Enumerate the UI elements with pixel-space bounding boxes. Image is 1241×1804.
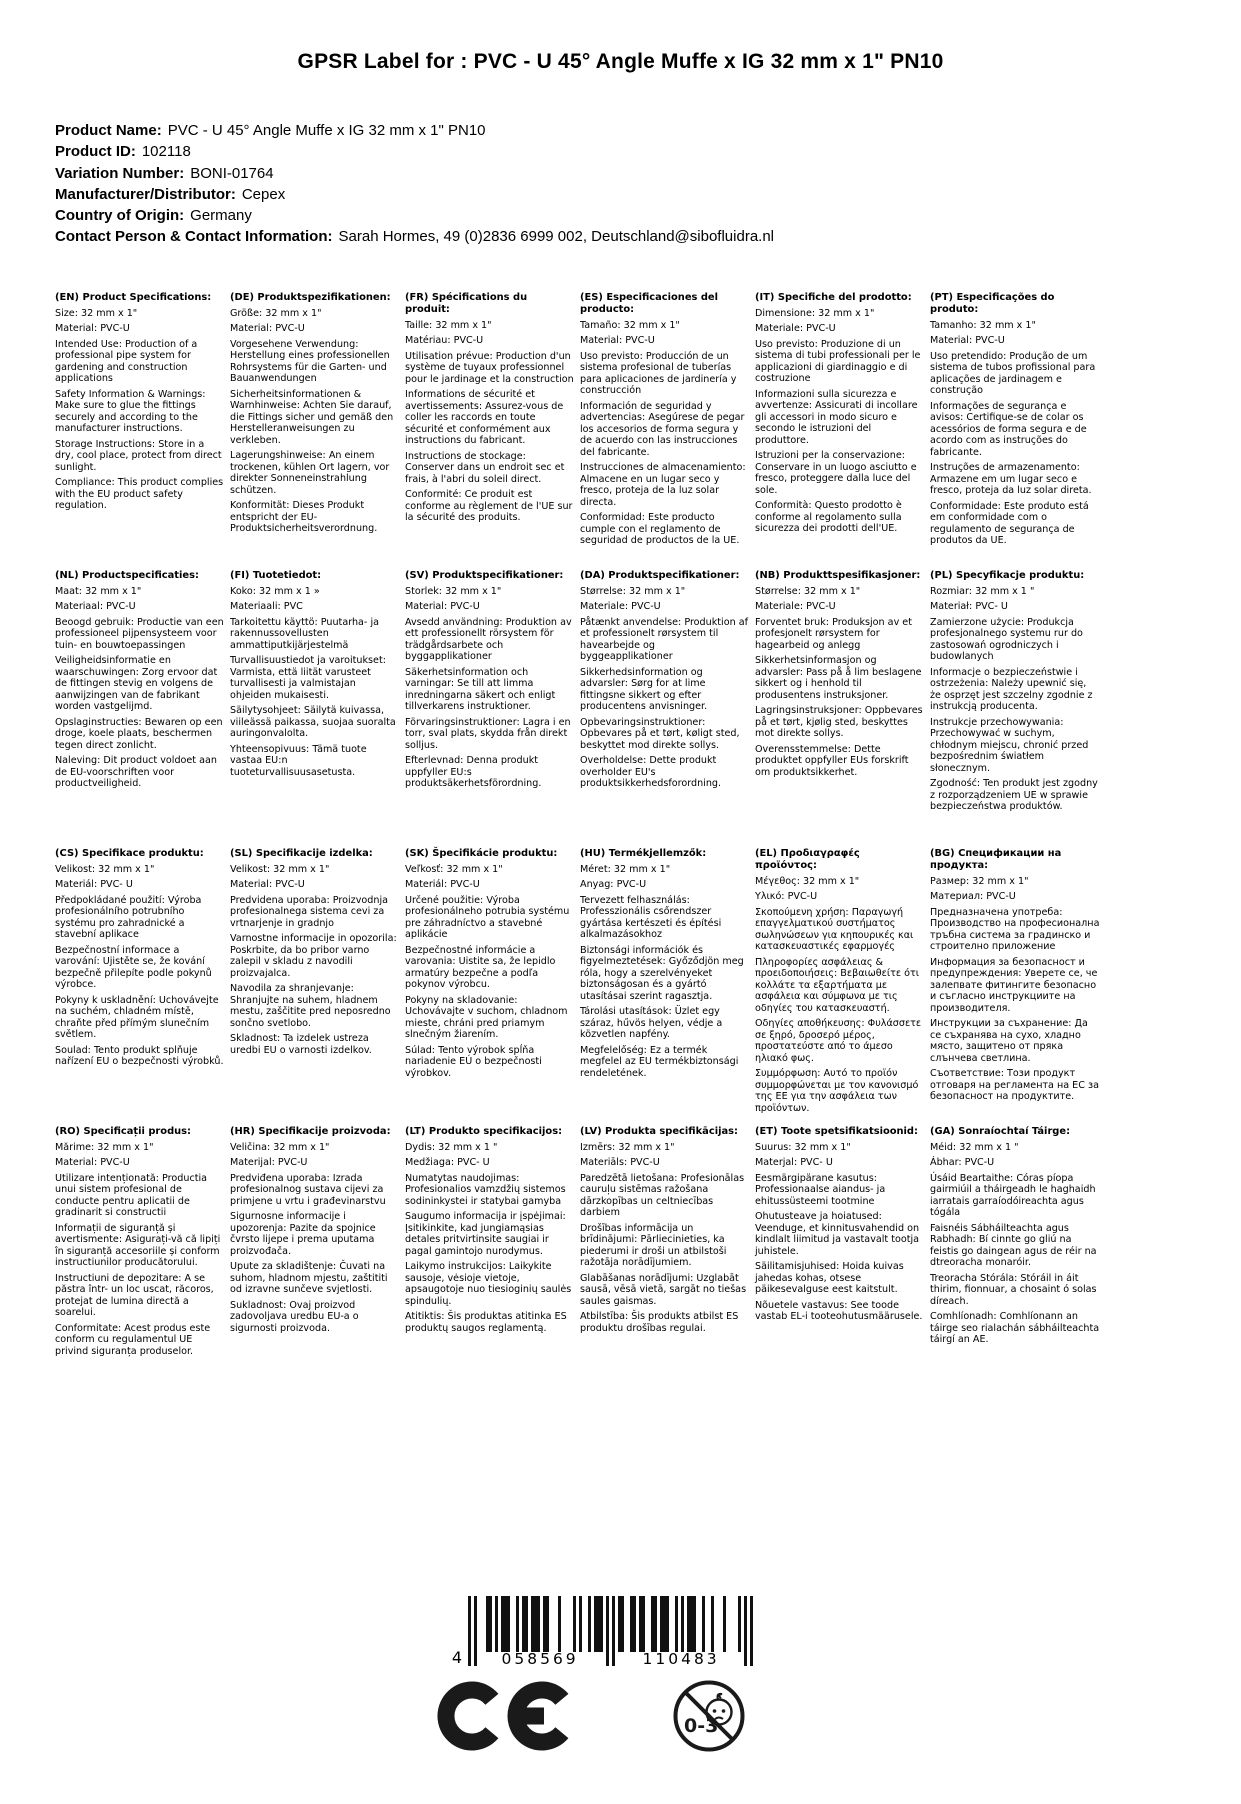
spec-paragraph: Säilytysohjeet: Säilytä kuivassa, viileässä paikassa, suojaa suoralta auringonvalolta.	[230, 705, 396, 740]
spec-paragraph: Veľkosť: 32 mm x 1"	[405, 863, 503, 875]
spec-paragraph: Materiał: PVC- U	[930, 601, 1008, 613]
spec-paragraph: Materiale: PVC-U	[580, 601, 661, 613]
compliance-icons	[436, 1679, 746, 1753]
spec-paragraph: Informazioni sulla sicurezza e avvertenze: Assicurati di incollare gli accessori in modo sicuro e secondo le istruzioni del produttore.	[755, 388, 918, 446]
spec-paragraph: Predvidena uporaba: Proizvodnja profesionalnega sistema cevi za vrtnarjenje in gradnjo	[230, 894, 388, 929]
spec-paragraph: Konformität: Dieses Produkt entspricht der EU-Produktsicherheitsverordnung.	[230, 500, 378, 535]
spec-paragraph: Skladnost: Ta izdelek ustreza uredbi EU o varnosti izdelkov.	[230, 1033, 372, 1056]
spec-paragraph: Koko: 32 mm x 1 »	[230, 585, 320, 597]
spec-paragraph: Pokyny na skladovanie: Uchovávajte v suchom, chladnom mieste, chráni pred priamym slnečným žiarením.	[405, 994, 568, 1041]
product-info-row	[55, 226, 1241, 247]
spec-paragraph: Compliance: This product complies with the EU product safety regulation.	[55, 477, 224, 512]
spec-block-title: (FR) Spécifications du produit:	[405, 291, 528, 315]
spec-paragraph: Opbevaringsinstruktioner: Opbevares på et tørt, køligt sted, beskyttet mod direkte sollys.	[580, 716, 740, 751]
spec-paragraph: Instrukcje przechowywania: Przechowywać w suchym, chłodnym miejscu, chronić przed bezpośrednim światłem słonecznym.	[930, 716, 1089, 774]
spec-paragraph: Faisnéis Sábháilteachta agus Rabhadh: Bí cinnte go gliú na feistis go daingean agus de réir na dtreoracha monaróir.	[930, 1222, 1097, 1269]
spec-paragraph: Medžiaga: PVC- U	[405, 1157, 490, 1169]
spec-paragraph: Material: PVC-U	[930, 335, 1005, 347]
spec-paragraph: Overensstemmelse: Dette produktet oppfyller EUs forskrift om produktsikkerhet.	[755, 743, 909, 778]
spec-block	[405, 570, 575, 848]
product-info-row	[55, 163, 1241, 184]
barcode-left-digits: 058569	[501, 1649, 579, 1668]
spec-paragraph: Úsáid Beartaithe: Córas píopa gairmiúil a tháirgeadh le haghaidh iarratais garraíodóireachta agus tógála	[930, 1172, 1096, 1219]
product-info	[55, 120, 1241, 248]
spec-paragraph: Atitiktis: Šis produktas atitinka ES produktų saugos reglamentą.	[405, 1311, 567, 1334]
manufacturer-label: Manufacturer/Distributor:	[55, 185, 236, 203]
spec-paragraph: Taille: 32 mm x 1"	[405, 319, 492, 331]
spec-block	[755, 570, 925, 848]
spec-paragraph: Bezpečnostní informace a varování: Ujistěte se, že kování bezpečně přilepíte podle pokynů výrobce.	[55, 944, 212, 991]
spec-paragraph: Glabāšanas norādījumi: Uzglabāt sausā, vēsā vietā, sargāt no tiešas saules gaismas.	[580, 1272, 747, 1307]
spec-block	[930, 292, 1100, 570]
spec-paragraph: Sikkerhedsinformation og advarsler: Sørg for at lime fittingsne sikkert og efter producentens anvisninger.	[580, 666, 708, 713]
spec-paragraph: Vorgesehene Verwendung: Herstellung eines professionellen Rohrsystems für die Garten- und Bauanwendungen	[230, 338, 390, 385]
spec-paragraph: Tamanho: 32 mm x 1"	[930, 319, 1036, 331]
spec-paragraph: Conformitate: Acest produs este conform cu regulamentul UE privind siguranța produselor.	[55, 1322, 211, 1357]
spec-paragraph: Megfelelőség: Ez a termék megfelel az EU termékbiztonsági rendeletének.	[580, 1044, 739, 1079]
spec-block	[405, 1126, 575, 1404]
ce-mark-icon	[436, 1680, 576, 1752]
spec-block-title: (SK) Špecifikácie produktu:	[405, 847, 558, 859]
spec-paragraph: Съответствие: Този продукт отговаря на регламента на ЕС за безопасност на продуктите.	[930, 1068, 1099, 1103]
spec-paragraph: Suurus: 32 mm x 1"	[755, 1141, 851, 1153]
spec-paragraph: Paredzētā lietošana: Profesionālas cauruļu sistēmas ražošana dārzkopības un celtniecības darbiem	[580, 1172, 745, 1219]
spec-paragraph: Utilisation prévue: Production d'un système de tuyaux professionnel pour le jardinage et la construction	[405, 350, 574, 385]
spec-paragraph: Förvaringsinstruktioner: Lagra i en torr, sval plats, skydda från direkt solljus.	[405, 716, 571, 751]
spec-paragraph: Istruzioni per la conservazione: Conservare in un luogo asciutto e fresco, proteggere dalla luce del sole.	[755, 450, 917, 496]
spec-paragraph: Anyag: PVC-U	[580, 879, 647, 891]
variation-number-value: BONI-01764	[190, 164, 274, 182]
spec-paragraph: Sicherheitsinformationen & Warnhinweise: Achten Sie darauf, die Fittings sicher und gemäß den Herstelleranweisungen zu verkleben.	[230, 388, 394, 446]
spec-paragraph: Mărime: 32 mm x 1"	[55, 1141, 154, 1153]
manufacturer-value: Cepex	[241, 185, 286, 203]
spec-paragraph: Dydis: 32 mm x 1 "	[405, 1141, 498, 1153]
spec-block-title: (GA) Sonraíochtaí Táirge:	[930, 1125, 1071, 1137]
spec-block-title: (RO) Specificații produs:	[55, 1125, 191, 1137]
spec-paragraph: Materiāls: PVC-U	[580, 1157, 660, 1169]
spec-block-title: (EN) Product Specifications:	[55, 291, 212, 303]
spec-paragraph: Yhteensopivuus: Tämä tuote vastaa EU:n tuoteturvallisuusasetusta.	[230, 743, 367, 778]
spec-paragraph: Материал: PVC-U	[930, 891, 1016, 903]
spec-paragraph: Conformité: Ce produit est conforme au règlement de l'UE sur la sécurité des produits.	[405, 489, 573, 524]
spec-block-title: (FI) Tuotetiedot:	[230, 569, 322, 581]
spec-block-title: (EL) Προδιαγραφές προϊόντος:	[755, 847, 860, 871]
spec-paragraph: Zamierzone użycie: Produkcja profesjonalnego systemu rur do zastosowań ogrodniczych i budowlanych	[930, 616, 1083, 663]
spec-paragraph: Materiál: PVC-U	[405, 879, 480, 891]
spec-paragraph: Informacje o bezpieczeństwie i ostrzeżenia: Należy upewnić się, że osprzęt jest szczelny zgodnie z instrukcją producenta.	[930, 666, 1093, 713]
spec-paragraph: Izmērs: 32 mm x 1"	[580, 1141, 675, 1153]
spec-paragraph: Soulad: Tento produkt splňuje nařízení EU o bezpečnosti výrobků.	[55, 1044, 224, 1068]
spec-paragraph: Treoracha Stórála: Stóráil in áit thirim, fionnuar, a chosaint ó solas díreach.	[930, 1272, 1097, 1307]
spec-block-title: (PL) Specyfikacje produktu:	[930, 569, 1085, 581]
spec-paragraph: Πληροφορίες ασφάλειας & προειδοποιήσεις: Βεβαιωθείτε ότι κολλάτε τα εξαρτήματα με ασφάλεια και σύμφωνα με τις οδηγίες του κατασκευαστή.	[755, 956, 920, 1014]
spec-paragraph: Velikost: 32 mm x 1"	[230, 863, 330, 875]
spec-paragraph: Pokyny k uskladnění: Uchovávejte na suchém, chladném místě, chraňte před přímým slunečním světlem.	[55, 994, 219, 1041]
spec-block	[55, 1126, 225, 1404]
spec-block-title: (HU) Termékjellemzők:	[580, 847, 707, 859]
spec-paragraph: Размер: 32 mm x 1"	[930, 875, 1029, 887]
spec-block-title: (LT) Produkto specifikacijos:	[405, 1125, 563, 1137]
spec-paragraph: Uso previsto: Producción de un sistema profesional de tuberías para aplicaciones de jardinería y construcción	[580, 350, 737, 397]
product-name-value: PVC - U 45° Angle Muffe x IG 32 mm x 1" PN10	[167, 122, 486, 139]
spec-paragraph: Avsedd användning: Produktion av ett professionellt rörsystem för trädgårdsarbete och byggapplikationer	[405, 616, 572, 663]
spec-block	[930, 1126, 1100, 1404]
age-warning-0-3-icon	[672, 1679, 746, 1753]
spec-block	[755, 848, 925, 1126]
spec-paragraph: Numatytas naudojimas: Profesionalios vamzdžių sistemos sodininkystei ir statybai gamyba	[405, 1172, 566, 1207]
spec-block	[580, 570, 750, 848]
spec-paragraph: Opslaginstructies: Bewaren op een droge, koele plaats, beschermen tegen direct zonlicht.	[55, 716, 223, 751]
spec-block	[930, 570, 1100, 848]
spec-paragraph: Súlad: Tento výrobok spĺňa nariadenie EÚ o bezpečnosti výrobkov.	[405, 1044, 542, 1079]
product-id-label: Product ID:	[55, 143, 136, 161]
spec-paragraph: Sukladnost: Ovaj proizvod zadovoljava uredbu EU-a o sigurnosti proizvoda.	[230, 1299, 359, 1334]
spec-block	[580, 292, 750, 570]
product-info-row	[55, 205, 1241, 226]
spec-paragraph: Zgodność: Ten produkt jest zgodny z rozporządzeniem UE w sprawie bezpieczeństwa produktów.	[930, 778, 1098, 813]
ean13-barcode	[452, 1596, 753, 1667]
spec-paragraph: Lagerungshinweise: An einem trockenen, kühlen Ort lagern, vor direkter Sonneneinstrahlung schützen.	[230, 450, 390, 496]
spec-paragraph: Informații de siguranță și avertismente: Asigurați-vă că lipiți în siguranță accesoriile și conform instructiunilor producătorului.	[55, 1222, 221, 1269]
spec-block	[580, 1126, 750, 1404]
spec-paragraph: Saugumo informacija ir įspėjimai: Įsitikinkite, kad jungiamąsias detales pritvirtinsite saugiai ir pagal gamintojo nurodymus.	[405, 1211, 566, 1257]
spec-block	[755, 292, 925, 570]
spec-paragraph: Información de seguridad y advertencias: Asegúrese de pegar los accesorios de forma segura y de acuerdo con las instrucciones del fabricante.	[580, 400, 745, 458]
spec-paragraph: Veličina: 32 mm x 1"	[230, 1141, 330, 1153]
contact-value: Sarah Hormes, 49 (0)2836 6999 002, Deutschland@sibofluidra.nl	[338, 228, 774, 246]
spec-paragraph: Συμμόρφωση: Αυτό το προϊόν συμμορφώνεται με τον κανονισμό της ΕΕ για την ασφάλεια των προϊόντων.	[755, 1068, 919, 1114]
barcode-right-digits: 110483	[642, 1649, 720, 1668]
product-id-value: 102118	[141, 143, 191, 161]
spec-paragraph: Predviđena uporaba: Izrada profesionalnog sustava cijevi za primjene u vrtu i građevinarstvu	[230, 1172, 386, 1207]
spec-paragraph: Instructions de stockage: Conserver dans un endroit sec et frais, à l'abri du soleil direct.	[405, 450, 565, 485]
spec-paragraph: Ábhar: PVC-U	[930, 1157, 995, 1169]
spec-paragraph: Materiaal: PVC-U	[55, 601, 136, 613]
spec-paragraph: Materiaali: PVC	[230, 601, 303, 613]
country-of-origin-value: Germany	[190, 207, 252, 225]
spec-paragraph: Υλικό: PVC-U	[755, 891, 818, 903]
barcode-bars	[468, 1596, 753, 1667]
spec-paragraph: Material: PVC-U	[230, 879, 305, 891]
spec-block	[930, 848, 1100, 1126]
spec-paragraph: Safety Information & Warnings: Make sure to glue the fittings securely and according to the manufacturer instructions.	[55, 388, 206, 435]
spec-paragraph: Turvallisuustiedot ja varoitukset: Varmista, että liität varusteet turvallisesti ja valmistajan ohjeiden mukaisesti.	[230, 655, 386, 701]
spec-paragraph: Material: PVC-U	[405, 601, 480, 613]
contact-label: Contact Person & Contact Information:	[55, 228, 333, 246]
spec-paragraph: Størrelse: 32 mm x 1"	[580, 585, 686, 597]
spec-paragraph: Material: PVC-U	[55, 1157, 130, 1169]
spec-paragraph: Materiale: PVC-U	[755, 601, 836, 613]
age-warning-text: 0-3	[683, 1714, 718, 1737]
spec-block-title: (ES) Especificaciones del producto:	[580, 291, 719, 315]
variation-number-label: Variation Number:	[55, 164, 185, 182]
spec-paragraph: Größe: 32 mm x 1"	[230, 307, 322, 319]
spec-block	[755, 1126, 925, 1404]
spec-paragraph: Информация за безопасност и предупреждения: Уверете се, че залепвате фитингите безопасно и съгласно инструкциите на производителя.	[930, 956, 1098, 1014]
spec-paragraph: Μέγεθος: 32 mm x 1"	[755, 875, 860, 887]
spec-paragraph: Conformidad: Este producto cumple con el reglamento de seguridad de productos de la UE.	[580, 512, 740, 547]
spec-block	[230, 1126, 400, 1404]
spec-paragraph: Инструкции за съхранение: Да се съхранява на сухо, хладно място, защитено от пряка слънчева светлина.	[930, 1018, 1088, 1064]
spec-paragraph: Navodila za shranjevanje: Shranjujte na suhem, hladnem mestu, zaščitite pred neposredno sončno svetlobo.	[230, 983, 391, 1029]
spec-paragraph: Conformità: Questo prodotto è conforme al regolamento sulla sicurezza dei prodotti dell'UE.	[755, 500, 902, 535]
spec-paragraph: Instrucciones de almacenamiento: Almacene en un lugar seco y fresco, proteja de la luz solar directa.	[580, 462, 746, 508]
spec-paragraph: Materijal: PVC-U	[230, 1157, 308, 1169]
spec-paragraph: Size: 32 mm x 1"	[55, 307, 138, 319]
spec-paragraph: Atbilstība: Šis produkts atbilst ES produktu drošības regulai.	[580, 1311, 739, 1334]
spec-block	[230, 570, 400, 848]
spec-paragraph: Storage Instructions: Store in a dry, cool place, protect from direct sunlight.	[55, 438, 222, 473]
spec-paragraph: Overholdelse: Dette produkt overholder EU's produktsikkerhedsforordning.	[580, 755, 722, 790]
spec-paragraph: Bezpečnostné informácie a varovania: Uistite sa, že lepidlo armatúry bezpečne a podľa pokynov výrobcu.	[405, 944, 556, 991]
spec-paragraph: Informations de sécurité et avertissements: Assurez-vous de coller les raccords en toute sécurité et conformément aux instructions du fabricant.	[405, 389, 564, 447]
spec-block	[55, 848, 225, 1126]
spec-paragraph: Intended Use: Production of a professional pipe system for gardening and construction applications	[55, 338, 198, 385]
spec-block	[230, 292, 400, 570]
spec-paragraph: Laikymo instrukcijos: Laikykite sausoje, vėsioje vietoje, apsaugotoje nuo tiesioginių saulės spindulių.	[405, 1261, 572, 1307]
spec-paragraph: Materjal: PVC- U	[755, 1157, 833, 1169]
spec-paragraph: Matériau: PVC-U	[405, 335, 484, 347]
spec-paragraph: Material: PVC-U	[55, 323, 130, 335]
spec-paragraph: Méret: 32 mm x 1"	[580, 863, 671, 875]
label-footer	[0, 1596, 1241, 1753]
spec-paragraph: Veiligheidsinformatie en waarschuwingen: Zorg ervoor dat de fittingen stevig en volgens de aanwijzingen van de fabrikant worden vastgelijmd.	[55, 655, 218, 713]
spec-block-title: (NB) Produkttspesifikasjoner:	[755, 569, 921, 581]
spec-paragraph: Efterlevnad: Denna produkt uppfyller EU:s produktsäkerhetsförordning.	[405, 755, 542, 790]
spec-paragraph: Eesmärgipärane kasutus: Professionaalse aiandus- ja ehitussüsteemi tootmine	[755, 1172, 886, 1207]
spec-paragraph: Sikkerhetsinformasjon og advarsler: Pass på å lim beslagene sikkert og i henhold til produsentens instruksjoner.	[755, 655, 922, 701]
spec-paragraph: Biztonsági információk és figyelmeztetések: Győződjön meg róla, hogy a szerelvényeket biztonságosan és a gyártó utasításai szerint ragasztja.	[580, 944, 744, 1002]
spec-paragraph: Velikost: 32 mm x 1"	[55, 863, 155, 875]
spec-paragraph: Påtænkt anvendelse: Produktion af et professionelt rørsystem til havearbejde og byggeapplikationer	[580, 616, 748, 663]
spec-paragraph: Comhlíonadh: Comhlíonann an táirge seo rialachán sábháilteachta táirgí an AE.	[930, 1311, 1100, 1346]
spec-paragraph: Ohutusteave ja hoiatused: Veenduge, et kinnitusvahendid on kindlalt liimitud ja vastavalt tootja juhistele.	[755, 1211, 920, 1257]
spec-paragraph: Säkerhetsinformation och varningar: Se till att limma inredningarna säkert och enligt tillverkarens instruktioner.	[405, 666, 556, 713]
spec-block-title: (SL) Specifikacije izdelka:	[230, 847, 373, 859]
spec-block-title: (HR) Specifikacije proizvoda:	[230, 1125, 391, 1137]
spec-paragraph: Conformidade: Este produto está em conformidade com o regulamento de segurança de produtos da UE.	[930, 500, 1089, 547]
spec-paragraph: Nõuetele vastavus: See toode vastab EL-i tooteohutusmäärusele.	[755, 1299, 923, 1323]
spec-paragraph: Instruções de armazenamento: Armazene em um lugar seco e fresco, proteja da luz solar direta.	[930, 462, 1092, 497]
spec-paragraph: Størrelse: 32 mm x 1"	[755, 585, 861, 597]
spec-paragraph: Dimensione: 32 mm x 1"	[755, 307, 875, 319]
spec-paragraph: Tamaño: 32 mm x 1"	[580, 319, 680, 331]
spec-block-title: (SV) Produktspecifikationer:	[405, 569, 564, 581]
spec-block	[580, 848, 750, 1126]
spec-block	[405, 848, 575, 1126]
spec-paragraph: Drošības informācija un brīdinājumi: Pārliecinieties, ka piederumi ir droši un atbilstoši ražotāja norādījumiem.	[580, 1222, 727, 1269]
barcode-first-digit: 4	[451, 1647, 463, 1667]
product-info-row	[55, 141, 1241, 162]
spec-block-title: (ET) Toote spetsifikatsioonid:	[755, 1125, 918, 1137]
page-title: GPSR Label for : PVC - U 45° Angle Muffe x IG 32 mm x 1" PN10	[297, 50, 944, 73]
spec-paragraph: Méid: 32 mm x 1 "	[930, 1141, 1019, 1153]
spec-paragraph: Beoogd gebruik: Productie van een professioneel pijpensysteem voor tuin- en bouwtoepassingen	[55, 616, 224, 651]
spec-paragraph: Materiale: PVC-U	[755, 323, 836, 335]
product-info-row	[55, 184, 1241, 205]
spec-paragraph: Material: PVC-U	[230, 323, 305, 335]
spec-block	[405, 292, 575, 570]
spec-grid	[55, 292, 1241, 1404]
spec-paragraph: Storlek: 32 mm x 1"	[405, 585, 502, 597]
product-info-row	[55, 120, 1241, 141]
spec-block-title: (LV) Produkta specifikācijas:	[580, 1125, 738, 1137]
spec-paragraph: Οδηγίες αποθήκευσης: Φυλάσσετε σε ξηρό, δροσερό μέρος, προστατεύστε από το άμεσο ηλιακό φως.	[755, 1018, 922, 1064]
spec-paragraph: Maat: 32 mm x 1"	[55, 585, 142, 597]
spec-paragraph: Informações de segurança e avisos: Certifique-se de colar os acessórios de forma segura e de acordo com as instruções do fabricante.	[930, 400, 1087, 458]
spec-block-title: (DE) Produktspezifikationen:	[230, 291, 391, 303]
spec-paragraph: Σκοπούμενη χρήση: Παραγωγή επαγγελματικού συστήματος σωληνώσεων για κηπουρικές και κατασκευαστικές εφαρμογές	[755, 906, 914, 953]
spec-block-title: (IT) Specifiche del prodotto:	[755, 291, 912, 303]
spec-paragraph: Uso previsto: Produzione di un sistema di tubi professionali per le applicazioni di giardinaggio e di costruzione	[755, 338, 921, 385]
spec-paragraph: Naleving: Dit product voldoet aan de EU-voorschriften voor productveiligheid.	[55, 755, 217, 790]
spec-block	[55, 292, 225, 570]
spec-paragraph: Forventet bruk: Produksjon av et profesjonelt rørsystem for hagearbeid og anlegg	[755, 616, 912, 651]
spec-block-title: (BG) Спецификации на продукта:	[930, 847, 1062, 871]
spec-paragraph: Určené použitie: Výroba profesionálneho potrubia systému pre záhradníctvo a stavebné aplikácie	[405, 894, 570, 941]
spec-block-title: (PT) Especificações do produto:	[930, 291, 1055, 315]
spec-paragraph: Předpokládané použití: Výroba profesionálního potrubního systému pro zahradnické a stavební aplikace	[55, 894, 202, 941]
spec-paragraph: Varnostne informacije in opozorila: Poskrbite, da bo pribor varno zalepil v skladu z navodili proizvajalca.	[230, 933, 397, 979]
spec-block-title: (CS) Specifikace produktu:	[55, 847, 204, 859]
spec-paragraph: Rozmiar: 32 mm x 1 "	[930, 585, 1035, 597]
spec-paragraph: Tarkoitettu käyttö: Puutarha- ja rakennussovellusten ammattiputkijärjestelmä	[230, 616, 379, 651]
product-name-label: Product Name:	[55, 122, 162, 139]
spec-block	[55, 570, 225, 848]
spec-paragraph: Предназначена употреба: Производство на професионална тръбна система за градинско и строително приложение	[930, 906, 1100, 953]
spec-paragraph: Lagringsinstruksjoner: Oppbevares på et tørt, kjølig sted, beskyttes mot direkte sollys.	[755, 705, 923, 740]
spec-paragraph: Säilitamisjuhised: Hoida kuivas jahedas kohas, otsese päikesevalguse eest kaitstult.	[755, 1261, 904, 1296]
spec-paragraph: Tárolási utasítások: Üzlet egy száraz, hűvös helyen, védje a közvetlen napfény.	[580, 1006, 723, 1041]
spec-paragraph: Materiál: PVC- U	[55, 879, 133, 891]
spec-paragraph: Material: PVC-U	[580, 335, 655, 347]
spec-block	[230, 848, 400, 1126]
spec-block-title: (DA) Produktspecifikationer:	[580, 569, 740, 581]
spec-paragraph: Sigurnosne informacije i upozorenja: Pazite da spojnice čvrsto lijepe i prema uputama proizvođača.	[230, 1211, 376, 1257]
spec-paragraph: Uso pretendido: Produção de um sistema de tubos profissional para aplicações de jardinagem e construção	[930, 350, 1096, 397]
spec-paragraph: Upute za skladištenje: Čuvati na suhom, hladnom mjestu, zaštititi od izravne sunčeve svjetlosti.	[230, 1261, 388, 1296]
spec-paragraph: Instructiuni de depozitare: A se păstra într- un loc uscat, răcoros, protejat de lumina directă a soarelui.	[55, 1272, 214, 1319]
spec-block-title: (NL) Productspecificaties:	[55, 569, 199, 581]
spec-paragraph: Utilizare intenționată: Productia unui sistem profesional de conducte pentru aplicatii de gradinarit si constructii	[55, 1172, 208, 1219]
spec-paragraph: Tervezett felhasználás: Professzionális csőrendszer gyártása kertészeti és építési alkalmazásokhoz	[580, 894, 722, 941]
country-of-origin-label: Country of Origin:	[55, 207, 185, 225]
